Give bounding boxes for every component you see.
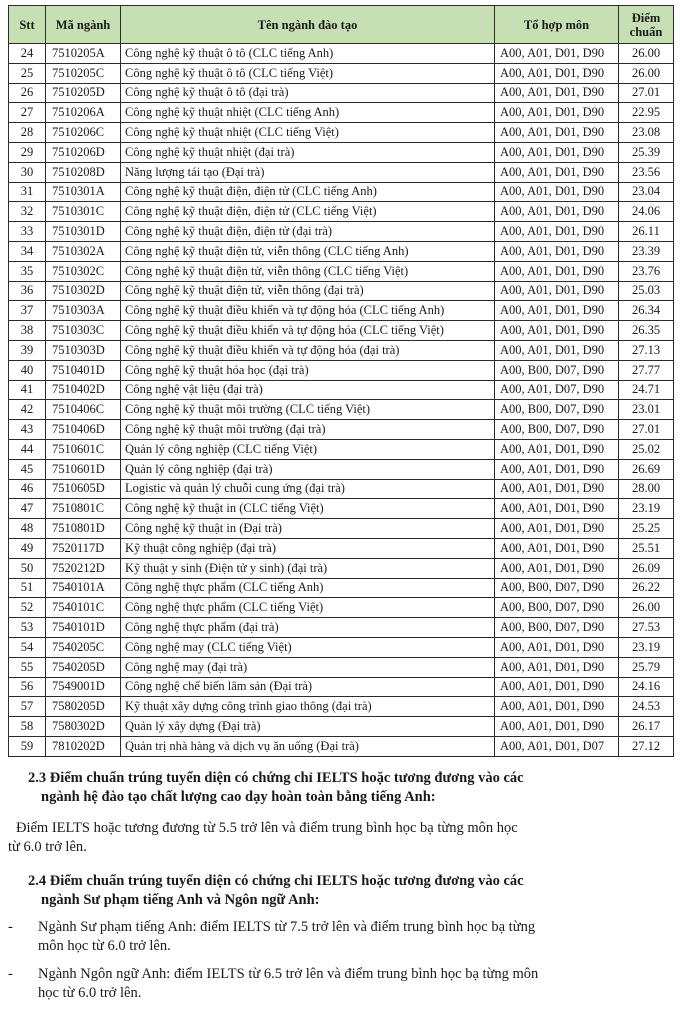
admission-scores-sheet bbox=[8, 5, 673, 757]
table-row bbox=[9, 162, 674, 182]
cell-score: 22.95 bbox=[619, 103, 674, 123]
cell-name: Công nghệ kỹ thuật nhiệt (đại trà) bbox=[121, 142, 495, 162]
table-row bbox=[9, 380, 674, 400]
table-row bbox=[9, 657, 674, 677]
cell-stt: 36 bbox=[9, 281, 46, 301]
cell-code: 7510406D bbox=[46, 420, 121, 440]
cell-stt: 48 bbox=[9, 519, 46, 539]
table-row bbox=[9, 439, 674, 459]
cell-stt: 58 bbox=[9, 717, 46, 737]
cell-code: 7510303D bbox=[46, 340, 121, 360]
cell-score: 27.01 bbox=[619, 83, 674, 103]
cell-code: 7540101C bbox=[46, 598, 121, 618]
table-row bbox=[9, 598, 674, 618]
cell-name: Năng lượng tái tạo (Đại trà) bbox=[121, 162, 495, 182]
table-row bbox=[9, 697, 674, 717]
cell-score: 24.53 bbox=[619, 697, 674, 717]
cell-name: Công nghệ kỹ thuật điện tử, viễn thông (đại trà) bbox=[121, 281, 495, 301]
cell-stt: 55 bbox=[9, 657, 46, 677]
table-row bbox=[9, 63, 674, 83]
cell-name: Công nghệ kỹ thuật điện, điện tử (CLC tiếng Việt) bbox=[121, 202, 495, 222]
cell-score: 23.01 bbox=[619, 400, 674, 420]
cell-name: Quản lý công nghiệp (CLC tiếng Việt) bbox=[121, 439, 495, 459]
cell-combo: A00, B00, D07, D90 bbox=[495, 400, 619, 420]
cell-code: 7510601D bbox=[46, 459, 121, 479]
section-2-3-body-line2: từ 6.0 trở lên. bbox=[8, 839, 87, 855]
cell-stt: 38 bbox=[9, 321, 46, 341]
table-row bbox=[9, 103, 674, 123]
cell-stt: 27 bbox=[9, 103, 46, 123]
cell-code: 7549001D bbox=[46, 677, 121, 697]
header-stt: Stt bbox=[9, 6, 46, 44]
cell-name: Công nghệ thực phẩm (đại trà) bbox=[121, 618, 495, 638]
cell-combo: A00, A01, D01, D90 bbox=[495, 499, 619, 519]
cell-stt: 43 bbox=[9, 420, 46, 440]
table-row bbox=[9, 222, 674, 242]
section-2-4 bbox=[8, 872, 658, 1003]
cell-code: 7810202D bbox=[46, 736, 121, 756]
cell-stt: 34 bbox=[9, 241, 46, 261]
cell-combo: A00, A01, D01, D90 bbox=[495, 677, 619, 697]
cell-code: 7510302D bbox=[46, 281, 121, 301]
cell-name: Logistic và quản lý chuỗi cung ứng (đại trà) bbox=[121, 479, 495, 499]
cell-code: 7540205C bbox=[46, 637, 121, 657]
cell-combo: A00, A01, D01, D90 bbox=[495, 241, 619, 261]
cell-name: Công nghệ kỹ thuật điện, điện tử (đại trà) bbox=[121, 222, 495, 242]
table-row bbox=[9, 578, 674, 598]
cell-code: 7510205D bbox=[46, 83, 121, 103]
cell-combo: A00, B00, D07, D90 bbox=[495, 420, 619, 440]
cell-name: Công nghệ kỹ thuật điện, điện tử (CLC tiếng Anh) bbox=[121, 182, 495, 202]
cell-code: 7510401D bbox=[46, 360, 121, 380]
table-body bbox=[9, 44, 674, 757]
cell-stt: 41 bbox=[9, 380, 46, 400]
cell-name: Công nghệ kỹ thuật ô tô (CLC tiếng Việt) bbox=[121, 63, 495, 83]
cell-code: 7520117D bbox=[46, 538, 121, 558]
cell-score: 25.03 bbox=[619, 281, 674, 301]
table-row bbox=[9, 261, 674, 281]
cell-code: 7540205D bbox=[46, 657, 121, 677]
header-combo: Tổ hợp môn bbox=[495, 6, 619, 44]
cell-score: 24.16 bbox=[619, 677, 674, 697]
cell-stt: 51 bbox=[9, 578, 46, 598]
cell-code: 7520212D bbox=[46, 558, 121, 578]
cell-code: 7510301D bbox=[46, 222, 121, 242]
cell-combo: A00, A01, D01, D90 bbox=[495, 162, 619, 182]
header-name: Tên ngành đào tạo bbox=[121, 6, 495, 44]
section-2-3-body bbox=[8, 819, 658, 857]
cell-combo: A00, B00, D07, D90 bbox=[495, 618, 619, 638]
section-2-3 bbox=[8, 769, 658, 857]
cell-code: 7510402D bbox=[46, 380, 121, 400]
table-row bbox=[9, 618, 674, 638]
cell-stt: 57 bbox=[9, 697, 46, 717]
cell-code: 7510303C bbox=[46, 321, 121, 341]
cell-stt: 59 bbox=[9, 736, 46, 756]
cell-score: 26.17 bbox=[619, 717, 674, 737]
cell-stt: 33 bbox=[9, 222, 46, 242]
cell-combo: A00, A01, D01, D90 bbox=[495, 479, 619, 499]
cell-combo: A00, A01, D01, D90 bbox=[495, 538, 619, 558]
cell-combo: A00, A01, D01, D90 bbox=[495, 519, 619, 539]
table-row bbox=[9, 736, 674, 756]
table-row bbox=[9, 400, 674, 420]
table-row bbox=[9, 479, 674, 499]
cell-stt: 37 bbox=[9, 301, 46, 321]
cell-stt: 54 bbox=[9, 637, 46, 657]
cell-stt: 49 bbox=[9, 538, 46, 558]
cell-stt: 30 bbox=[9, 162, 46, 182]
cell-name: Công nghệ chế biến lâm sản (Đại trà) bbox=[121, 677, 495, 697]
table-row bbox=[9, 182, 674, 202]
cell-stt: 53 bbox=[9, 618, 46, 638]
cell-name: Công nghệ kỹ thuật môi trường (CLC tiếng Việt) bbox=[121, 400, 495, 420]
cell-score: 23.76 bbox=[619, 261, 674, 281]
cell-combo: A00, A01, D07, D90 bbox=[495, 380, 619, 400]
table-row bbox=[9, 459, 674, 479]
cell-combo: A00, A01, D01, D90 bbox=[495, 202, 619, 222]
table-row bbox=[9, 142, 674, 162]
cell-code: 7540101A bbox=[46, 578, 121, 598]
cell-code: 7580302D bbox=[46, 717, 121, 737]
cell-stt: 40 bbox=[9, 360, 46, 380]
cell-code: 7510302A bbox=[46, 241, 121, 261]
cell-combo: A00, A01, D01, D90 bbox=[495, 558, 619, 578]
table-row bbox=[9, 83, 674, 103]
cell-score: 26.22 bbox=[619, 578, 674, 598]
cell-combo: A00, A01, D01, D90 bbox=[495, 44, 619, 64]
cell-combo: A00, B00, D07, D90 bbox=[495, 598, 619, 618]
cell-name: Công nghệ kỹ thuật ô tô (đại trà) bbox=[121, 83, 495, 103]
table-row bbox=[9, 281, 674, 301]
bullet-item-language-english bbox=[8, 965, 658, 1003]
section-2-3-heading-line2: ngành hệ đào tạo chất lượng cao dạy hoàn toàn bằng tiếng Anh: bbox=[41, 789, 436, 805]
cell-stt: 50 bbox=[9, 558, 46, 578]
cell-code: 7510605D bbox=[46, 479, 121, 499]
admission-scores-table bbox=[8, 5, 674, 757]
cell-code: 7510205A bbox=[46, 44, 121, 64]
cell-stt: 28 bbox=[9, 123, 46, 143]
cell-score: 26.00 bbox=[619, 598, 674, 618]
cell-score: 26.11 bbox=[619, 222, 674, 242]
cell-stt: 29 bbox=[9, 142, 46, 162]
cell-score: 25.39 bbox=[619, 142, 674, 162]
section-2-4-heading-line1: Điểm chuẩn trúng tuyển diện có chứng chỉ IELTS hoặc tương đương vào các bbox=[49, 873, 524, 889]
bullet-1-line1: Ngành Sư phạm tiếng Anh: điểm IELTS từ 7.5 trở lên và điểm trung bình học bạ từng bbox=[38, 919, 536, 935]
bullet-dash: - bbox=[8, 966, 13, 982]
cell-name: Kỹ thuật y sinh (Điện tử y sinh) (đại trà) bbox=[121, 558, 495, 578]
cell-combo: A00, A01, D01, D90 bbox=[495, 459, 619, 479]
cell-combo: A00, A01, D01, D90 bbox=[495, 340, 619, 360]
cell-combo: A00, A01, D01, D90 bbox=[495, 657, 619, 677]
cell-name: Công nghệ kỹ thuật môi trường (đại trà) bbox=[121, 420, 495, 440]
cell-score: 23.19 bbox=[619, 637, 674, 657]
cell-name: Công nghệ kỹ thuật nhiệt (CLC tiếng Anh) bbox=[121, 103, 495, 123]
bullet-2-line1: Ngành Ngôn ngữ Anh: điểm IELTS từ 6.5 trở lên và điểm trung bình học bạ từng môn bbox=[38, 966, 539, 982]
cell-name: Kỹ thuật công nghiệp (đại trà) bbox=[121, 538, 495, 558]
section-2-3-heading bbox=[28, 769, 658, 807]
table-row bbox=[9, 241, 674, 261]
table-row bbox=[9, 420, 674, 440]
cell-code: 7510801C bbox=[46, 499, 121, 519]
cell-name: Công nghệ kỹ thuật điện tử, viễn thông (CLC tiếng Anh) bbox=[121, 241, 495, 261]
cell-score: 23.39 bbox=[619, 241, 674, 261]
cell-name: Công nghệ kỹ thuật nhiệt (CLC tiếng Việt) bbox=[121, 123, 495, 143]
table-row bbox=[9, 301, 674, 321]
cell-name: Kỹ thuật xây dựng công trình giao thông (đại trà) bbox=[121, 697, 495, 717]
cell-code: 7510206A bbox=[46, 103, 121, 123]
cell-name: Công nghệ kỹ thuật điều khiển và tự động hóa (đại trà) bbox=[121, 340, 495, 360]
cell-name: Công nghệ kỹ thuật hóa học (đại trà) bbox=[121, 360, 495, 380]
cell-score: 27.01 bbox=[619, 420, 674, 440]
cell-stt: 52 bbox=[9, 598, 46, 618]
cell-stt: 42 bbox=[9, 400, 46, 420]
cell-name: Công nghệ may (CLC tiếng Việt) bbox=[121, 637, 495, 657]
cell-combo: A00, A01, D01, D90 bbox=[495, 142, 619, 162]
cell-code: 7510601C bbox=[46, 439, 121, 459]
cell-combo: A00, A01, D01, D90 bbox=[495, 103, 619, 123]
cell-code: 7510205C bbox=[46, 63, 121, 83]
table-row bbox=[9, 360, 674, 380]
cell-code: 7510301C bbox=[46, 202, 121, 222]
cell-score: 26.00 bbox=[619, 63, 674, 83]
cell-score: 25.02 bbox=[619, 439, 674, 459]
cell-stt: 44 bbox=[9, 439, 46, 459]
cell-combo: A00, A01, D01, D90 bbox=[495, 697, 619, 717]
cell-score: 26.00 bbox=[619, 44, 674, 64]
cell-name: Công nghệ kỹ thuật in (Đại trà) bbox=[121, 519, 495, 539]
cell-stt: 46 bbox=[9, 479, 46, 499]
section-2-4-heading bbox=[28, 872, 658, 910]
cell-score: 24.71 bbox=[619, 380, 674, 400]
cell-name: Quản lý công nghiệp (đại trà) bbox=[121, 459, 495, 479]
cell-stt: 56 bbox=[9, 677, 46, 697]
cell-name: Quản trị nhà hàng và dịch vụ ăn uống (Đại trà) bbox=[121, 736, 495, 756]
cell-combo: A00, A01, D01, D90 bbox=[495, 439, 619, 459]
cell-combo: A00, A01, D01, D90 bbox=[495, 63, 619, 83]
header-score: Điểm chuẩn bbox=[619, 6, 674, 44]
cell-code: 7510406C bbox=[46, 400, 121, 420]
cell-combo: A00, A01, D01, D90 bbox=[495, 123, 619, 143]
cell-name: Công nghệ thực phẩm (CLC tiếng Anh) bbox=[121, 578, 495, 598]
cell-combo: A00, A01, D01, D90 bbox=[495, 222, 619, 242]
section-2-4-heading-line2: ngành Sư phạm tiếng Anh và Ngôn ngữ Anh: bbox=[41, 892, 320, 908]
cell-code: 7580205D bbox=[46, 697, 121, 717]
table-row bbox=[9, 202, 674, 222]
cell-score: 25.25 bbox=[619, 519, 674, 539]
cell-score: 27.53 bbox=[619, 618, 674, 638]
table-header-row bbox=[9, 6, 674, 44]
cell-combo: A00, A01, D01, D90 bbox=[495, 182, 619, 202]
cell-score: 27.13 bbox=[619, 340, 674, 360]
cell-name: Công nghệ vật liệu (đại trà) bbox=[121, 380, 495, 400]
section-2-3-number: 2.3 bbox=[28, 770, 47, 786]
cell-code: 7510208D bbox=[46, 162, 121, 182]
cell-score: 23.19 bbox=[619, 499, 674, 519]
cell-name: Quản lý xây dựng (Đại trà) bbox=[121, 717, 495, 737]
table-row bbox=[9, 321, 674, 341]
bullet-item-sp-english bbox=[8, 918, 658, 956]
table-row bbox=[9, 637, 674, 657]
cell-code: 7510302C bbox=[46, 261, 121, 281]
cell-score: 24.06 bbox=[619, 202, 674, 222]
cell-combo: A00, A01, D01, D90 bbox=[495, 637, 619, 657]
header-code: Mã ngành bbox=[46, 6, 121, 44]
cell-code: 7510301A bbox=[46, 182, 121, 202]
cell-score: 26.34 bbox=[619, 301, 674, 321]
cell-code: 7510801D bbox=[46, 519, 121, 539]
table-row bbox=[9, 558, 674, 578]
cell-name: Công nghệ kỹ thuật ô tô (CLC tiếng Anh) bbox=[121, 44, 495, 64]
cell-code: 7540101D bbox=[46, 618, 121, 638]
cell-score: 28.00 bbox=[619, 479, 674, 499]
table-row bbox=[9, 44, 674, 64]
cell-name: Công nghệ kỹ thuật in (CLC tiếng Việt) bbox=[121, 499, 495, 519]
cell-score: 23.08 bbox=[619, 123, 674, 143]
cell-combo: A00, A01, D01, D90 bbox=[495, 261, 619, 281]
cell-stt: 25 bbox=[9, 63, 46, 83]
cell-combo: A00, A01, D01, D90 bbox=[495, 83, 619, 103]
cell-score: 23.04 bbox=[619, 182, 674, 202]
cell-name: Công nghệ kỹ thuật điện tử, viễn thông (CLC tiếng Việt) bbox=[121, 261, 495, 281]
cell-score: 26.35 bbox=[619, 321, 674, 341]
cell-name: Công nghệ thực phẩm (CLC tiếng Việt) bbox=[121, 598, 495, 618]
table-row bbox=[9, 677, 674, 697]
cell-stt: 24 bbox=[9, 44, 46, 64]
cell-combo: A00, B00, D07, D90 bbox=[495, 360, 619, 380]
section-2-3-body-line1: Điểm IELTS hoặc tương đương từ 5.5 trở lên và điểm trung bình học bạ từng môn học bbox=[16, 820, 518, 836]
table-row bbox=[9, 340, 674, 360]
cell-combo: A00, A01, D01, D90 bbox=[495, 717, 619, 737]
cell-combo: A00, B00, D07, D90 bbox=[495, 578, 619, 598]
cell-stt: 31 bbox=[9, 182, 46, 202]
cell-score: 26.09 bbox=[619, 558, 674, 578]
table-row bbox=[9, 123, 674, 143]
cell-stt: 26 bbox=[9, 83, 46, 103]
cell-stt: 39 bbox=[9, 340, 46, 360]
cell-stt: 45 bbox=[9, 459, 46, 479]
cell-score: 23.56 bbox=[619, 162, 674, 182]
table-row bbox=[9, 519, 674, 539]
cell-name: Công nghệ kỹ thuật điều khiển và tự động hóa (CLC tiếng Anh) bbox=[121, 301, 495, 321]
table-row bbox=[9, 538, 674, 558]
cell-stt: 47 bbox=[9, 499, 46, 519]
bullet-1-line2: môn học từ 6.0 trở lên. bbox=[38, 938, 171, 954]
cell-combo: A00, A01, D01, D90 bbox=[495, 321, 619, 341]
cell-score: 25.51 bbox=[619, 538, 674, 558]
cell-score: 26.69 bbox=[619, 459, 674, 479]
cell-name: Công nghệ kỹ thuật điều khiển và tự động hóa (CLC tiếng Việt) bbox=[121, 321, 495, 341]
cell-combo: A00, A01, D01, D90 bbox=[495, 281, 619, 301]
table-row bbox=[9, 717, 674, 737]
cell-score: 25.79 bbox=[619, 657, 674, 677]
cell-name: Công nghệ may (đại trà) bbox=[121, 657, 495, 677]
bullet-2-line2: học từ 6.0 trở lên. bbox=[38, 985, 142, 1001]
table-row bbox=[9, 499, 674, 519]
cell-code: 7510303A bbox=[46, 301, 121, 321]
cell-code: 7510206D bbox=[46, 142, 121, 162]
cell-combo: A00, A01, D01, D07 bbox=[495, 736, 619, 756]
cell-score: 27.77 bbox=[619, 360, 674, 380]
bullet-dash: - bbox=[8, 919, 13, 935]
cell-score: 27.12 bbox=[619, 736, 674, 756]
cell-stt: 35 bbox=[9, 261, 46, 281]
cell-stt: 32 bbox=[9, 202, 46, 222]
cell-code: 7510206C bbox=[46, 123, 121, 143]
section-2-4-number: 2.4 bbox=[28, 873, 47, 889]
section-2-3-heading-line1: Điểm chuẩn trúng tuyển diện có chứng chỉ IELTS hoặc tương đương vào các bbox=[49, 770, 524, 786]
cell-combo: A00, A01, D01, D90 bbox=[495, 301, 619, 321]
